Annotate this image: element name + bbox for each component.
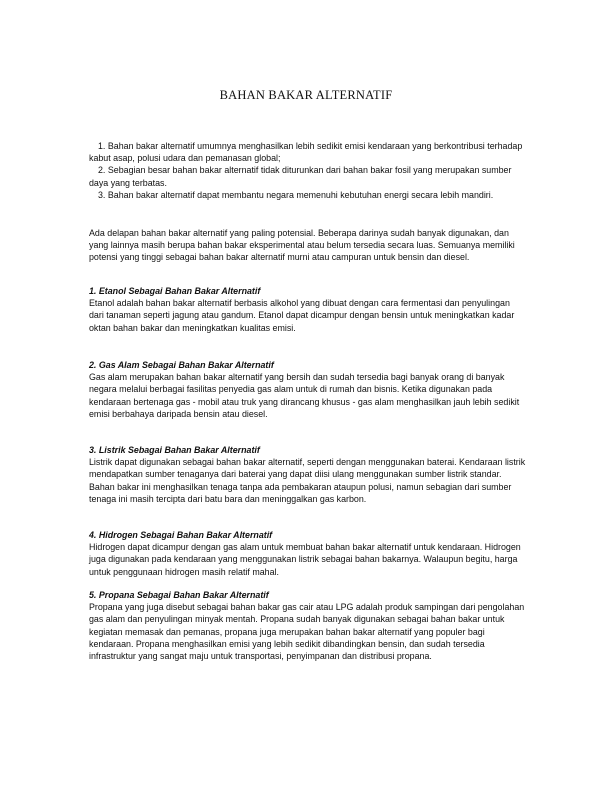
- benefits-list: [89, 140, 527, 201]
- section-body: Gas alam merupakan bahan bakar alternatif yang bersih dan sudah tersedia bagi banyak orang di banyak negara melalui berbagai fasilitas penyedia gas alam untuk di rumah dan bisnis. Ketika digunakan pada kendaraan bertenaga gas - mobil atau truk yang dirancang khusus - gas alam menghasilkan jauh lebih sedikit emisi berbahaya daripada bensin atau diesel.: [89, 372, 520, 419]
- section-heading: 1. Etanol Sebagai Bahan Bakar Alternatif: [89, 286, 261, 296]
- section-heading: 3. Listrik Sebagai Bahan Bakar Alternatif: [89, 445, 260, 455]
- section-body: Hidrogen dapat dicampur dengan gas alam untuk membuat bahan bakar alternatif untuk kendaraan. Hidrogen juga digunakan pada kendaraan yang menggunakan listrik sebagai bahan bakarnya. Walaupun begitu, harga untuk penggunaan hidrogen masih relatif mahal.: [89, 542, 521, 577]
- section-heading: 2. Gas Alam Sebagai Bahan Bakar Alternatif: [89, 360, 274, 370]
- section-propana: [89, 589, 527, 662]
- section-body: Propana yang juga disebut sebagai bahan bakar gas cair atau LPG adalah produk sampingan dari pengolahan gas alam dan penyulingan minyak mentah. Propana sudah banyak digunakan sebagai bahan bakar untuk kegiatan memasak dan pemanas, propana juga merupakan bahan bakar alternatif yang populer bagi kendaraan. Propana menghasilkan emisi yang lebih sedikit dibandingkan bensin, dan sudah tersedia infrastruktur yang sangat maju untuk transportasi, penyimpanan dan distribusi propana.: [89, 602, 525, 662]
- section-heading: 4. Hidrogen Sebagai Bahan Bakar Alternatif: [89, 530, 273, 540]
- document-title: BAHAN BAKAR ALTERNATIF: [219, 88, 393, 102]
- benefit-item-1: 1. Bahan bakar alternatif umumnya menghasilkan lebih sedikit emisi kendaraan yang berkontribusi terhadap kabut asap, polusi udara dan pemanasan global;: [89, 141, 523, 164]
- section-gas-alam: [89, 359, 527, 420]
- section-hidrogen: [89, 529, 527, 578]
- section-heading: 5. Propana Sebagai Bahan Bakar Alternatif: [89, 590, 269, 600]
- section-body: Listrik dapat digunakan sebagai bahan bakar alternatif, seperti dengan menggunakan baterai. Kendaraan listrik mendapatkan sumber tenaganya dari baterai yang dapat diisi ulang menggunakan sumber listrik standar. Bahan bakar ini menghasilkan tenaga tanpa ada pembakaran ataupun polusi, namun sebagian dari sumber tenaga ini masih tercipta dari batu bara dan meninggalkan gas karbon.: [89, 457, 526, 504]
- section-listrik: [89, 444, 527, 505]
- benefit-item-2: 2. Sebagian besar bahan bakar alternatif tidak diturunkan dari bahan bakar fosil yang merupakan sumber daya yang terbatas.: [89, 165, 512, 188]
- section-etanol: [89, 285, 527, 334]
- overview-paragraph: Ada delapan bahan bakar alternatif yang paling potensial. Beberapa darinya sudah banyak digunakan, dan yang lainnya masih berupa bahan bakar eksperimental atau belum tersedia secara luas. Semuanya memiliki potensi yang tinggi sebagai bahan bakar alternatif murni atau campuran untuk bensin dan diesel.: [89, 228, 515, 263]
- section-body: Etanol adalah bahan bakar alternatif berbasis alkohol yang dibuat dengan cara fermentasi dan penyulingan dari tanaman seperti jagung atau gandum. Etanol dapat dicampur dengan bensin untuk meningkatkan kadar oktan bahan bakar dan meningkatkan kualitas emisi.: [89, 298, 515, 333]
- benefit-item-3: 3. Bahan bakar alternatif dapat membantu negara memenuhi kebutuhan energi secara lebih mandiri.: [98, 189, 494, 200]
